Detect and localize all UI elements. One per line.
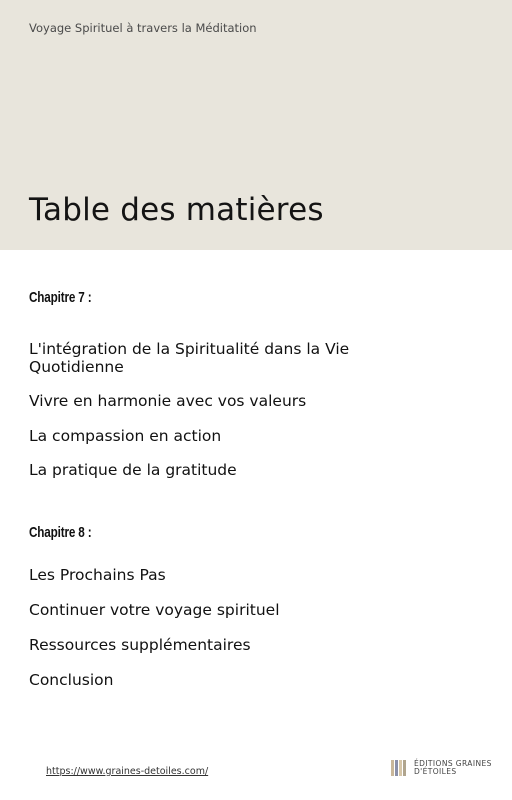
toc-entry: La compassion en action — [29, 427, 222, 445]
website-link[interactable]: https://www.graines-detoiles.com/ — [46, 766, 209, 777]
toc-entry: Vivre en harmonie avec vos valeurs — [29, 392, 307, 410]
header-band — [0, 0, 512, 250]
publisher-name — [414, 760, 492, 776]
logo-bar — [395, 760, 398, 776]
page-title: Table des matières — [29, 192, 324, 228]
toc-entry: Ressources supplémentaires — [29, 636, 251, 654]
toc-entry: La pratique de la gratitude — [29, 461, 237, 479]
toc-entry: Conclusion — [29, 671, 114, 689]
publisher-name-line2: D'ÉTOILES — [414, 767, 457, 776]
toc-entry: Les Prochains Pas — [29, 566, 166, 584]
publisher-logo — [391, 760, 492, 776]
chapter-heading: Chapitre 8 : — [29, 524, 92, 541]
logo-bar — [403, 760, 406, 776]
logo-bar — [399, 760, 402, 776]
logo-bar — [391, 760, 394, 776]
publisher-name-line1: ÉDITIONS GRAINES — [414, 759, 492, 768]
chapter-heading: Chapitre 7 : — [29, 289, 92, 306]
toc-entry: Continuer votre voyage spirituel — [29, 601, 280, 619]
toc-entry: L'intégration de la Spiritualité dans la Vie Quotidienne — [29, 340, 350, 376]
books-logo-icon — [391, 760, 408, 776]
book-title: Voyage Spirituel à travers la Méditation — [29, 21, 257, 35]
